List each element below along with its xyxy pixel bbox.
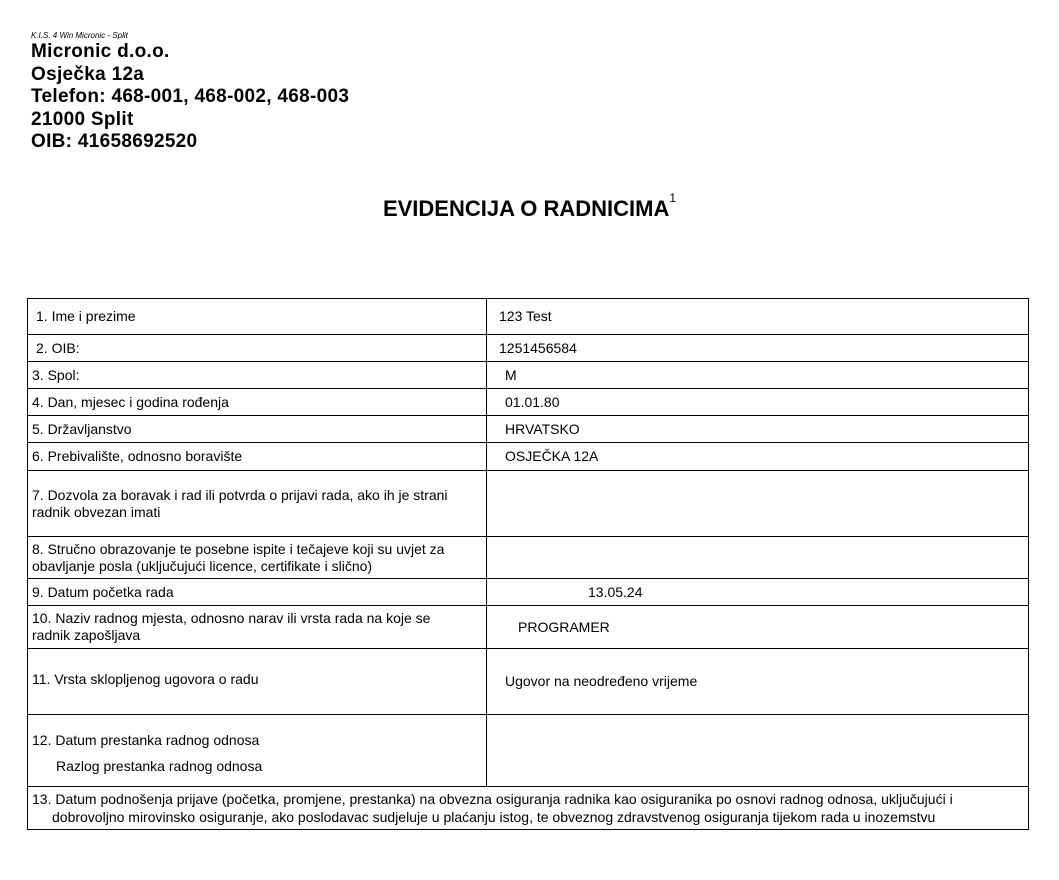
field-label-cell: [28, 715, 487, 787]
field-value: 13.05.24: [588, 583, 643, 600]
field-label-line: 10. Naziv radnog mjesta, odnosno narav ili vrsta rada na koje se: [32, 610, 431, 626]
field-label-line: dobrovoljno mirovinsko osiguranje, ako poslodavac sudjeluje u plaćanju istog, te obveznog zdravstvenog osiguranja tijekom rada u inozemstvu: [52, 809, 936, 825]
table-row: [28, 389, 1029, 416]
field-value-cell: [487, 649, 1029, 715]
field-label-line: 13. Datum podnošenja prijave (početka, promjene, prestanka) na obvezna osiguranja radnika kao osiguranika po osnovi radnog odnosa, uključujući i: [32, 791, 953, 807]
company-oib: OIB: 41658692520: [31, 131, 198, 152]
field-label-cell: [28, 335, 487, 362]
field-value: HRVATSKO: [505, 420, 580, 437]
field-label: 12. Datum prestanka radnog odnosa: [32, 732, 260, 748]
field-value-cell: [487, 416, 1029, 443]
field-label: 2. OIB:: [36, 339, 80, 356]
table-row: [28, 471, 1029, 537]
field-label-line: 7. Dozvola za boravak i rad ili potvrda o prijavi rada, ako ih je strani: [32, 486, 448, 503]
field-value-cell: [487, 606, 1029, 649]
document-title: [0, 191, 1059, 222]
field-value: Ugovor na neodređeno vrijeme: [505, 673, 698, 689]
field-label-cell: [28, 443, 487, 471]
table-row: [28, 649, 1029, 715]
field-value-cell: [487, 715, 1029, 787]
table-row: [28, 443, 1029, 471]
field-value-cell: [487, 299, 1029, 335]
table-row: [28, 335, 1029, 362]
table-row: [28, 579, 1029, 606]
field-label-cell: [28, 649, 487, 715]
field-label: 5. Državljanstvo: [32, 420, 132, 437]
software-name: K.I.S. 4 Win Micronic - Split: [31, 31, 128, 40]
field-label: 3. Spol:: [32, 366, 80, 383]
field-value: 123 Test: [499, 308, 552, 324]
field-value: 1251456584: [499, 339, 577, 356]
field-value: 01.01.80: [505, 393, 560, 410]
field-label-cell: [28, 579, 487, 606]
field-sub-label: Razlog prestanka radnog odnosa: [56, 758, 263, 774]
field-value-cell: [487, 579, 1029, 606]
footnote-mark: 1: [669, 191, 677, 205]
field-label: 1. Ime i prezime: [36, 308, 136, 324]
field-full-cell: [28, 787, 1029, 830]
field-label: 4. Dan, mjesec i godina rođenja: [32, 393, 229, 410]
company-address: Osječka 12a: [31, 63, 145, 85]
field-value-cell: [487, 362, 1029, 389]
field-label-cell: [28, 606, 487, 649]
table-row: [28, 416, 1029, 443]
field-value-cell: [487, 471, 1029, 537]
field-label-line: radnik obvezan imati: [32, 503, 161, 520]
field-value-cell: [487, 389, 1029, 416]
field-label-cell: [28, 537, 487, 579]
field-label-cell: [28, 389, 487, 416]
field-value: M: [505, 366, 517, 383]
field-value: PROGRAMER: [518, 618, 610, 635]
field-label-cell: [28, 471, 487, 537]
field-value-cell: [487, 537, 1029, 579]
field-value: OSJEČKA 12A: [505, 448, 599, 464]
table-row: [28, 787, 1029, 830]
company-name: Micronic d.o.o.: [31, 41, 170, 62]
table-row: [28, 537, 1029, 579]
field-label-cell: [28, 299, 487, 335]
company-phone: Telefon: 468-001, 468-002, 468-003: [31, 86, 350, 107]
company-city: 21000 Split: [31, 108, 134, 130]
field-value-cell: [487, 443, 1029, 471]
field-label: 11. Vrsta sklopljenog ugovora o radu: [32, 671, 259, 687]
table-row: [28, 299, 1029, 335]
field-label-line: radnik zapošljava: [32, 627, 141, 643]
table-row: [28, 362, 1029, 389]
field-label: 6. Prebivalište, odnosno boravište: [32, 448, 243, 464]
field-value-cell: [487, 335, 1029, 362]
field-label-cell: [28, 416, 487, 443]
company-info: [31, 41, 349, 154]
employee-record-table: [27, 298, 1029, 830]
field-label: 9. Datum početka rada: [32, 583, 174, 600]
field-label-line: 8. Stručno obrazovanje te posebne ispite i tečajeve koji su uvjet za: [32, 540, 445, 557]
field-label-line: obavljanje posla (uključujući licence, certifikate i slično): [32, 557, 373, 574]
table-row: [28, 715, 1029, 787]
field-label-cell: [28, 362, 487, 389]
table-row: [28, 606, 1029, 649]
document-title-text: EVIDENCIJA O RADNICIMA: [382, 196, 670, 221]
